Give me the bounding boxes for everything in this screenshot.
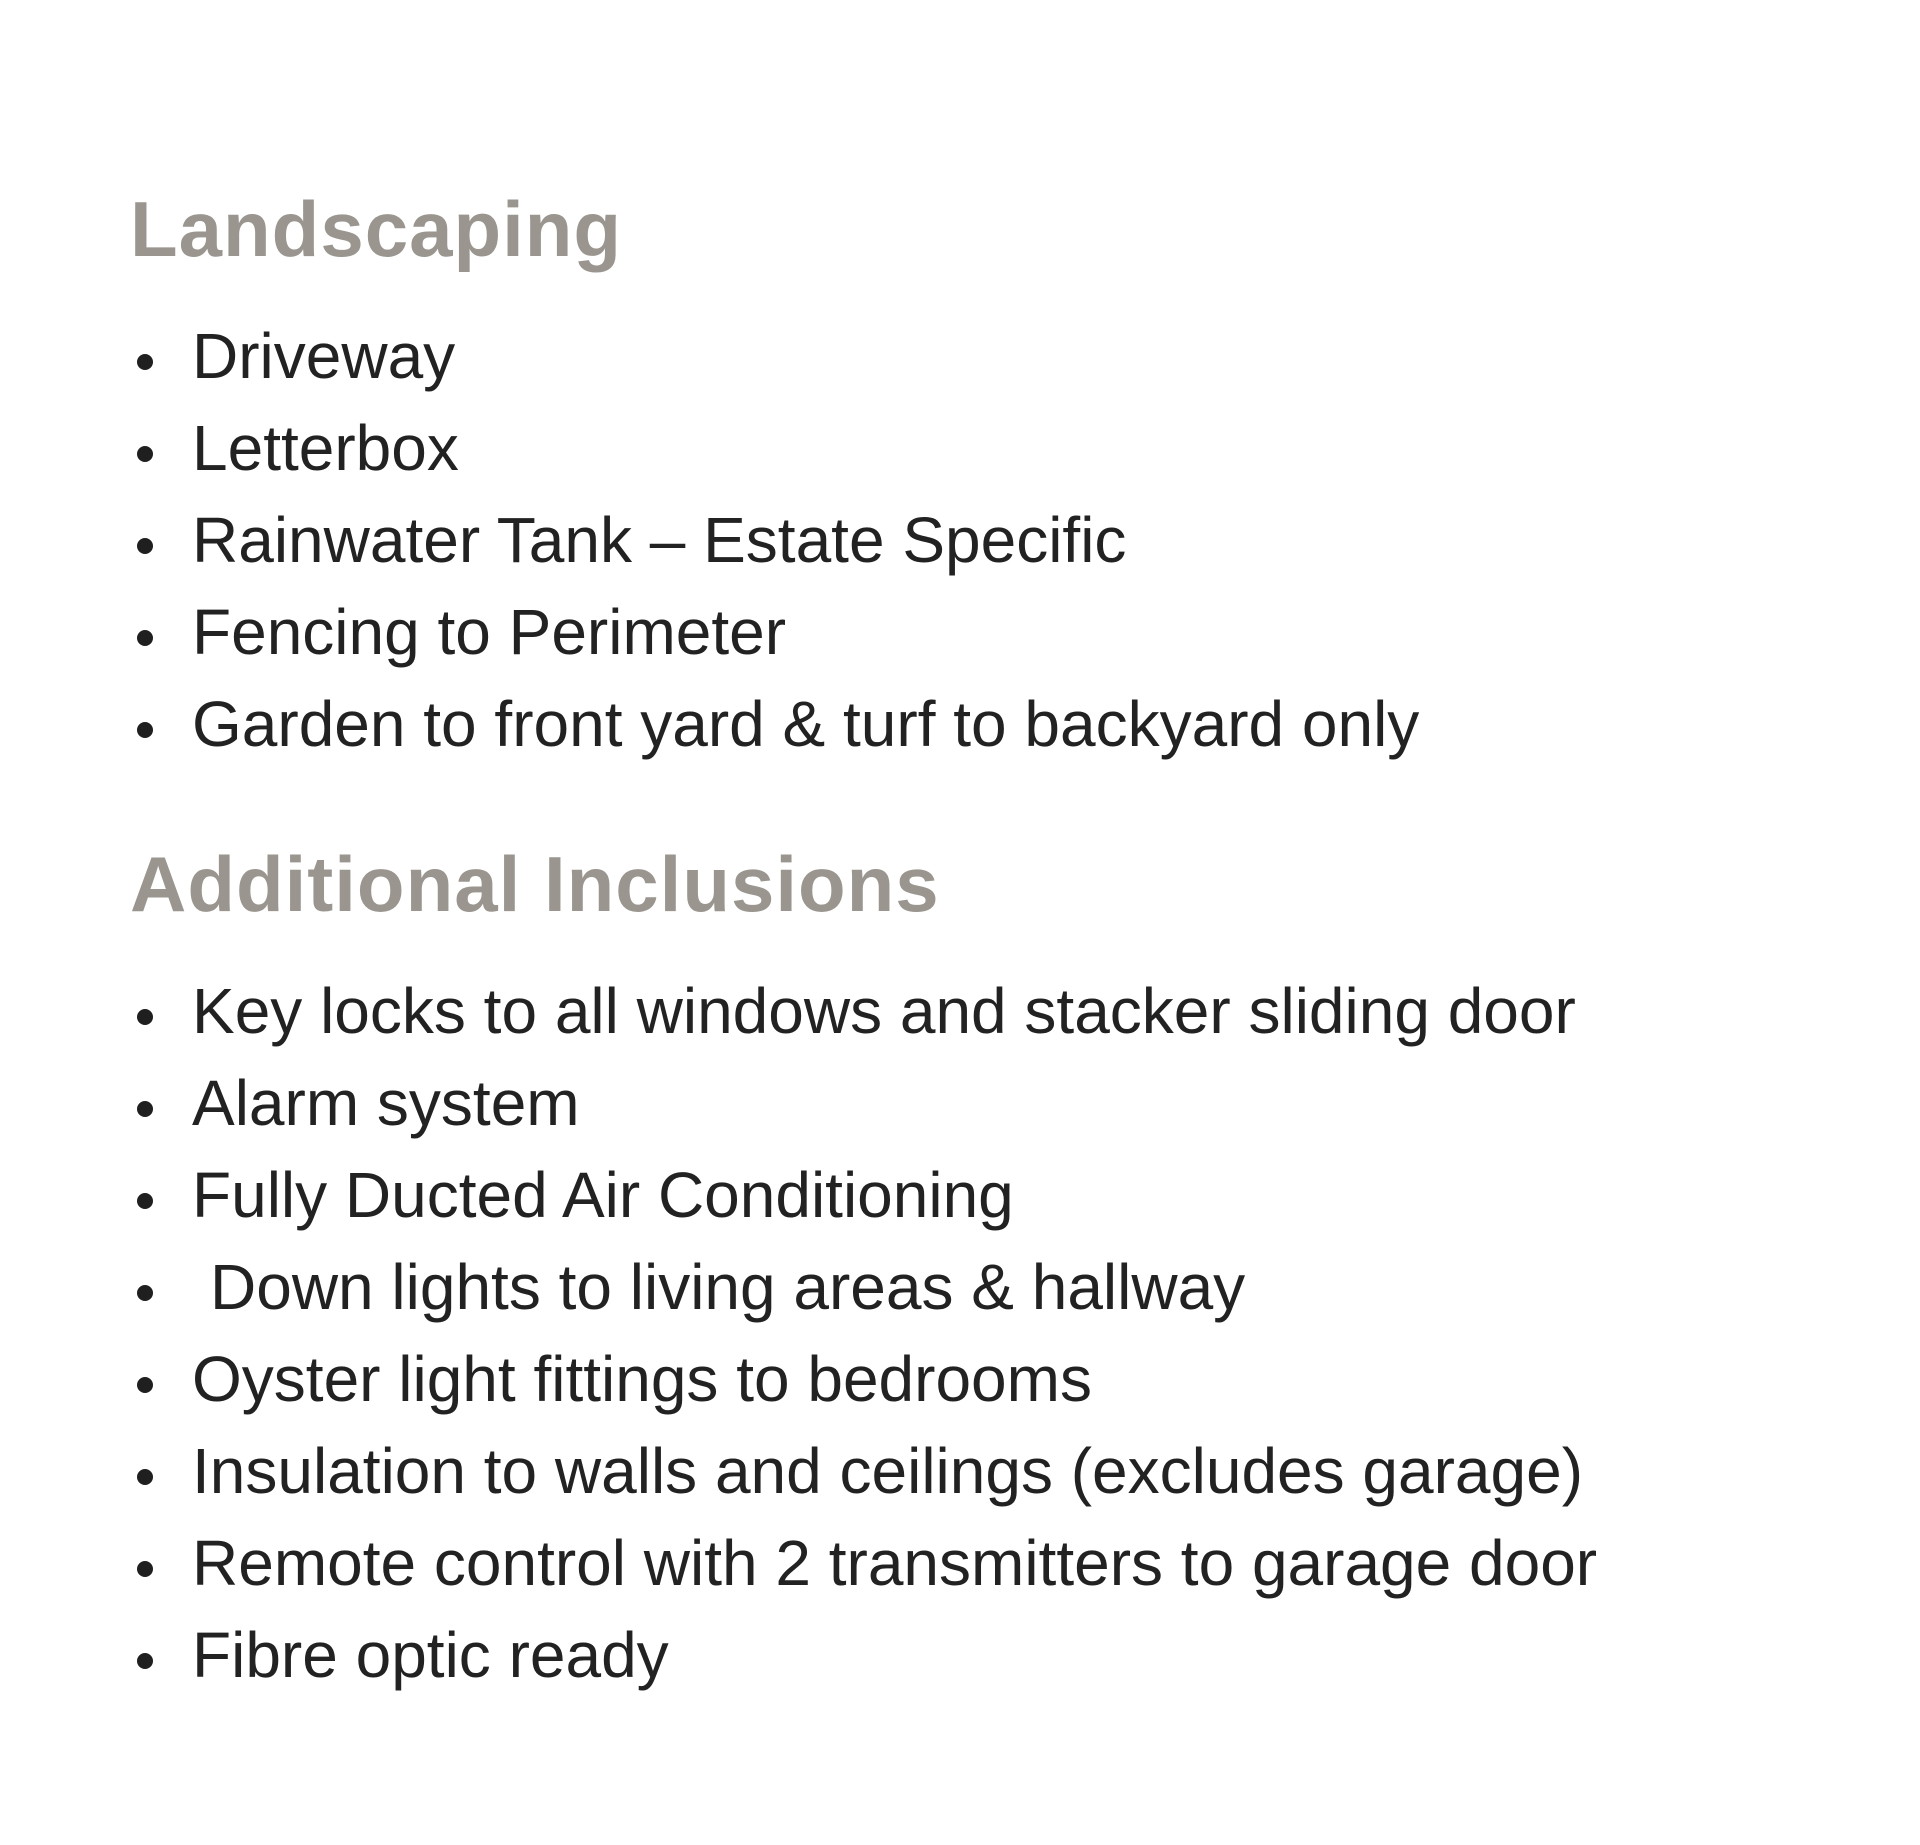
list-item-text: Alarm system [192, 1067, 580, 1139]
list-item-text: Garden to front yard & turf to backyard only [192, 688, 1420, 760]
list-item [130, 310, 1830, 402]
list-item-text: Fencing to Perimeter [192, 596, 787, 668]
list-item-text: Oyster light fittings to bedrooms [192, 1343, 1092, 1415]
bullet-icon [137, 1561, 153, 1577]
bullet-icon [137, 722, 153, 738]
list-item [130, 1057, 1830, 1149]
bullet-icon [137, 1469, 153, 1485]
list-item [130, 1333, 1830, 1425]
list-item [130, 1609, 1830, 1701]
list-item [130, 494, 1830, 586]
list-item-text: Key locks to all windows and stacker sliding door [192, 975, 1576, 1047]
list-item [130, 678, 1830, 770]
landscaping-list [130, 310, 1830, 770]
bullet-icon [137, 630, 153, 646]
bullet-icon [137, 1653, 153, 1669]
list-item-text: Fully Ducted Air Conditioning [192, 1159, 1014, 1231]
list-item [130, 965, 1830, 1057]
list-item [130, 402, 1830, 494]
list-item [130, 586, 1830, 678]
bullet-icon [137, 446, 153, 462]
list-item-text: Down lights to living areas & hallway [210, 1251, 1246, 1323]
bullet-icon [137, 1101, 153, 1117]
bullet-icon [137, 354, 153, 370]
list-item [130, 1149, 1830, 1241]
list-item-text: Driveway [192, 320, 456, 392]
bullet-icon [137, 1193, 153, 1209]
list-item-text: Rainwater Tank – Estate Specific [192, 504, 1127, 576]
bullet-icon [137, 1377, 153, 1393]
list-item-text: Fibre optic ready [192, 1619, 669, 1691]
section-heading-additional-inclusions: Additional Inclusions [130, 840, 940, 928]
section-heading-landscaping: Landscaping [130, 185, 623, 273]
list-item-text: Remote control with 2 transmitters to garage door [192, 1527, 1598, 1599]
additional-inclusions-list [130, 965, 1830, 1701]
list-item [130, 1425, 1830, 1517]
list-item-text: Insulation to walls and ceilings (excludes garage) [192, 1435, 1583, 1507]
bullet-icon [137, 538, 153, 554]
list-item-text: Letterbox [192, 412, 459, 484]
bullet-icon [137, 1285, 153, 1301]
list-item [130, 1241, 1830, 1333]
bullet-icon [137, 1009, 153, 1025]
list-item [130, 1517, 1752, 1609]
